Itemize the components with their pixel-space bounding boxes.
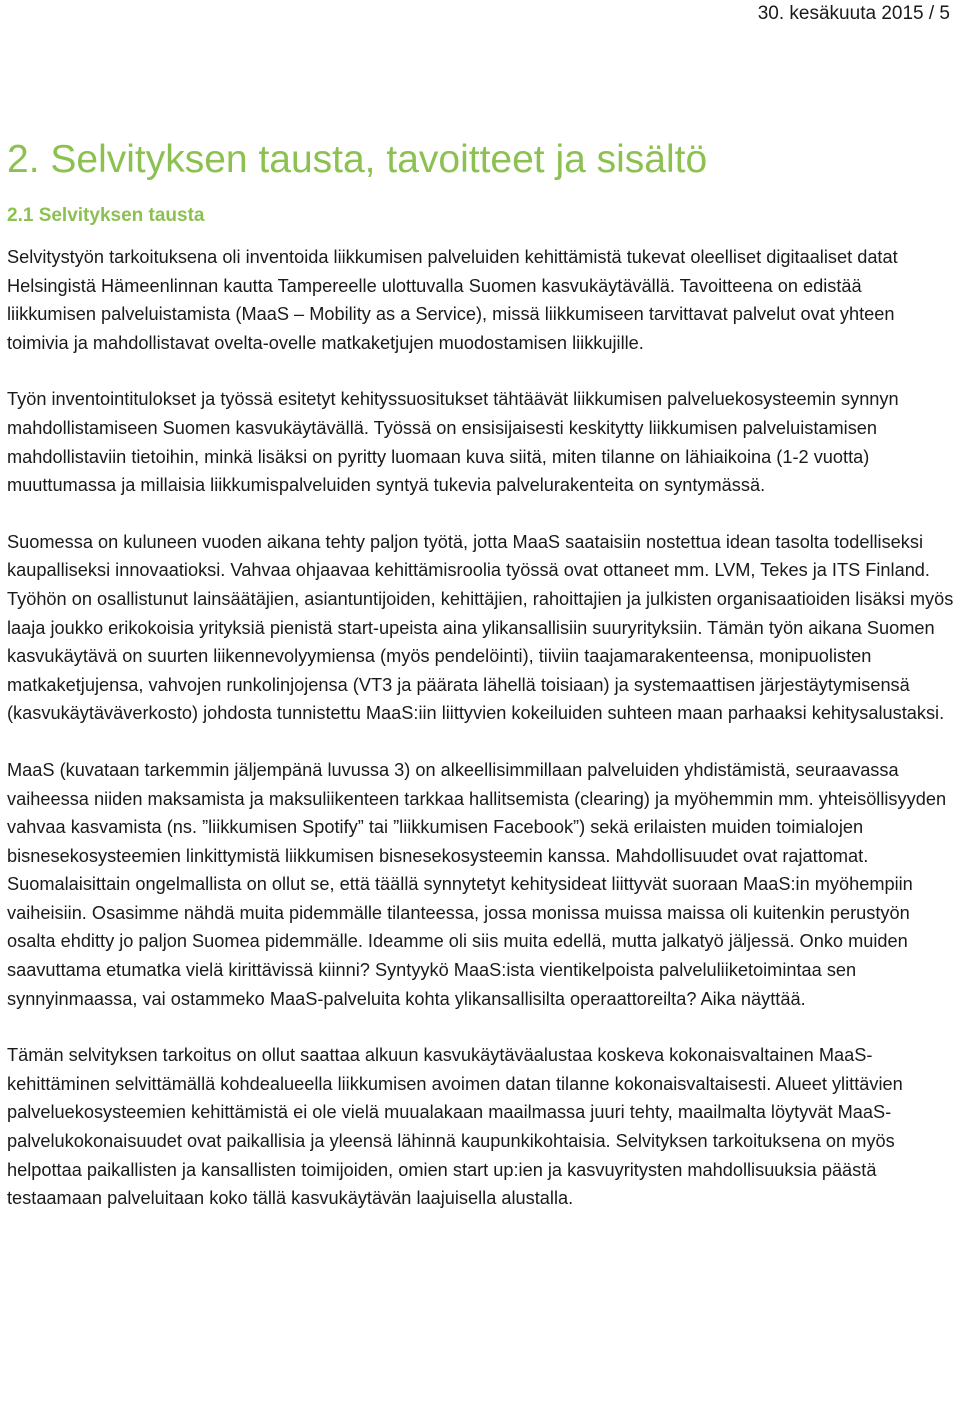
section-title: 2.1 Selvityksen tausta	[7, 205, 205, 226]
page-date-number: 30. kesäkuuta 2015 / 5	[757, 3, 950, 24]
chapter-title: 2. Selvityksen tausta, tavoitteet ja sisältö	[7, 138, 708, 181]
paragraph-2: Työn inventointitulokset ja työssä esitetyt kehityssuositukset tähtäävät liikkumisen palveluekosysteemin synnyn mahdollistamiseen Suomen kasvukäytävällä. Työssä on ensisijaisesti keskitytty liikkumisen palveluistamisen mahdollistaviin tietoihin, minkä lisäksi on pyritty luomaan kuva siitä, miten tilanne on lähiaikoina (1-2 vuotta) muuttumassa ja millaisia liikkumispalveluiden syntyä tukevia palvelurakenteita on syntymässä.	[7, 389, 899, 496]
paragraph-3: Suomessa on kuluneen vuoden aikana tehty paljon työtä, jotta MaaS saataisiin nostettua idean tasolta todelliseksi kaupalliseksi innovaatioksi. Vahvaa ohjaavaa kehittämisroolia työssä ovat ottaneet mm. LVM, Tekes ja ITS Finland. Työhön on osallistunut lainsäätäjien, asiantuntijoiden, kehittäjien, rahoittajien ja julkisten organisaatioiden lisäksi myös laaja joukko erikokoisia yrityksiä pienistä start-upeista aina ylikansallisiin suuryrityksiin. Tämän työn aikana Suomen kasvukäytävä on suurten liikennevolyymiensa (myös pendelöinti), tiiviin taajamarakenteensa, monipuolisten matkaketjujensa, vahvojen runkolinjojensa (VT3 ja päärata lähellä toisiaan) ja systemaattisen järjestäytymisensä (kasvukäytäväverkosto) johdosta tunnistettu MaaS:iin liittyvien kokeiluiden suhteen maan parhaaksi kehitysalustaksi.	[7, 531, 954, 724]
body-text	[7, 243, 955, 1241]
paragraph-1: Selvitystyön tarkoituksena oli inventoida liikkumisen palveluiden kehittämistä tukevat oleelliset digitaaliset datat Helsingistä Hämeenlinnan kautta Tampereelle ulottuvalla Suomen kasvukäytävällä. Tavoitteena on edistää liikkumisen palveluistamista (MaaS – Mobility as a Service), missä liikkumiseen tarvittavat palvelut ovat yhteen toimivia ja mahdollistavat ovelta-ovelle matkaketjujen muodostamisen liikkujille.	[7, 247, 898, 353]
paragraph-5: Tämän selvityksen tarkoitus on ollut saattaa alkuun kasvukäytäväalustaa koskeva kokonaisvaltainen MaaS-kehittäminen selvittämällä kohdealueella liikkumisen avoimen datan tilanne kokonaisvaltaisesti. Alueet ylittävien palveluekosysteemien kehittämistä ei ole vielä muualakaan maailmassa juuri tehty, maailmalta löytyvät MaaS-palvelukokonaisuudet ovat paikallisia ja yleensä lähinnä kaupunkikohtaisia. Selvityksen tarkoituksena on myös helpottaa paikallisten ja kansallisten toimijoiden, omien start up:ien ja kasvuyritysten mahdollisuuksia päästä testaamaan palveluitaan koko tällä kasvukäytävän laajuisella alustalla.	[7, 1045, 903, 1209]
paragraph-4: MaaS (kuvataan tarkemmin jäljempänä luvussa 3) on alkeellisimmillaan palveluiden yhdistämistä, seuraavassa vaiheessa niiden maksamista ja maksuliikenteen tarkkaa hallitsemista (clearing) ja myöhemmin mm. yhteisöllisyyden vahvaa kasvamista (ns. ”liikkumisen Spotify” tai ”liikkumisen Facebook”) sekä erilaisten muiden toimialojen bisnesekosysteemien linkittymistä liikkumisen bisnesekosysteemin kanssa. Mahdollisuudet ovat rajattomat. Suomalaisittain ongelmallista on ollut se, että täällä synnytetyt kehitysideat liittyvät suoraan MaaS:in myöhempiin vaiheisiin. Osasimme nähdä muita pidemmälle tilanteessa, jossa monissa muissa maissa oli kuitenkin perustyön osalta ehditty jo paljon Suomea pidemmälle. Ideamme oli siis muita edellä, mutta jalkatyö jäljessä. Onko muiden saavuttama etumatka vielä kirittävissä kiinni? Syntyykö MaaS:ista vientikelpoista palveluliiketoimintaa sen synnyinmaassa, vai ostammeko MaaS-palveluita kohta ylikansallisilta operaattoreilta? Aika näyttää.	[7, 759, 947, 1009]
